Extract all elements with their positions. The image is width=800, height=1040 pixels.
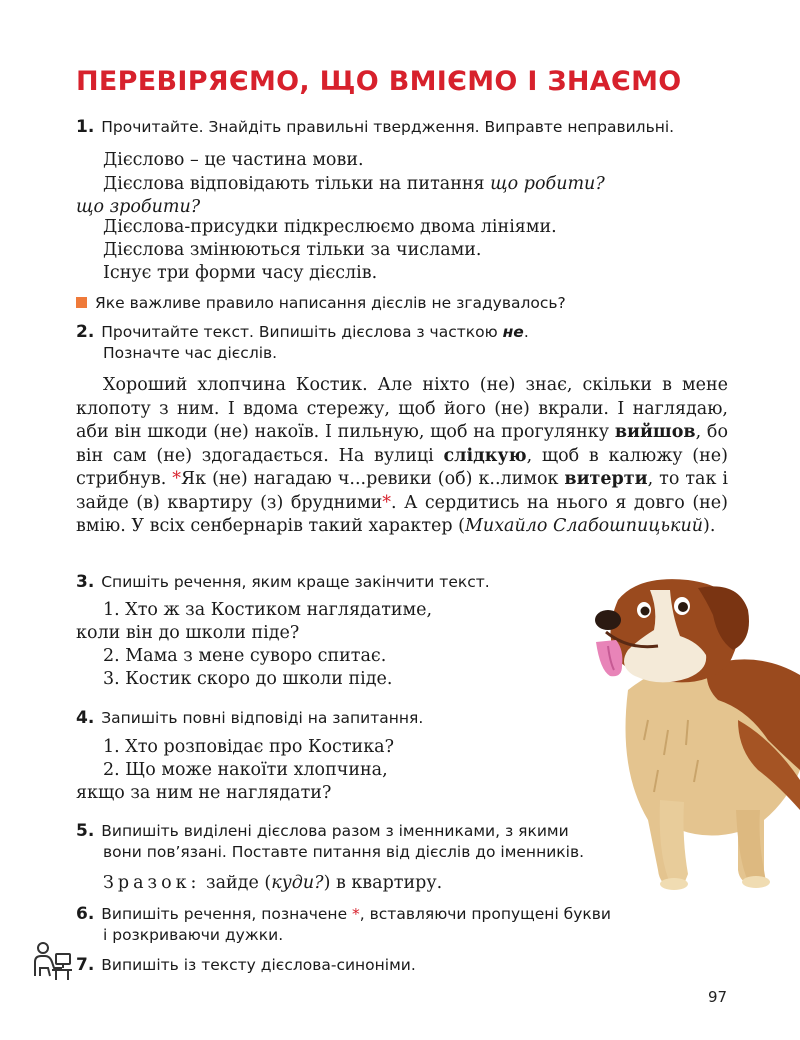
highlighted-verb: витерти bbox=[564, 469, 648, 489]
task-5 bbox=[76, 821, 584, 863]
question: 2. Що може накоїти хлопчина, bbox=[103, 760, 388, 780]
page-number: 97 bbox=[708, 988, 728, 1006]
asterisk-mark: * bbox=[382, 492, 391, 513]
option: коли він до школи піде? bbox=[76, 623, 300, 643]
task-instruction-cont: і розкриваючи дужки. bbox=[103, 926, 284, 944]
task-instruction: Випишіть речення, позначене bbox=[101, 905, 348, 923]
task-instruction: Запишіть повні відповіді на запитання. bbox=[101, 709, 424, 727]
page-title: ПЕРЕВІРЯЄМО, ЩО ВМІЄМО І ЗНАЄМО bbox=[76, 66, 682, 97]
statement: що зробити? bbox=[76, 197, 201, 217]
statement: Існує три форми часу дієслів. bbox=[103, 263, 378, 283]
task-7 bbox=[76, 955, 416, 976]
task-3 bbox=[76, 572, 490, 593]
option: 2. Мама з мене суворо спитає. bbox=[103, 646, 387, 666]
question: 1. Хто розповідає про Костика? bbox=[103, 737, 394, 757]
task-4 bbox=[76, 708, 423, 729]
particle-ne: не bbox=[502, 323, 524, 341]
task-instruction-cont: вони пов’язані. Поставте питання від дієслів до іменників. bbox=[103, 843, 585, 861]
task-2: 2. Прочитайте текст. Випишіть дієслова з часткою не. Позначте час дієслів. bbox=[76, 322, 529, 362]
task-instruction: Випишіть виділені дієслова разом з іменниками, з якими bbox=[101, 822, 569, 840]
highlighted-verb: вийшов bbox=[614, 422, 696, 442]
option: 3. Костик скоро до школи піде. bbox=[103, 669, 393, 689]
task-instruction: Прочитайте текст. Випишіть дієслова з часткою bbox=[101, 323, 498, 341]
task-number: 6. bbox=[76, 904, 95, 924]
statement: Дієслово – це частина мови. bbox=[103, 150, 364, 170]
task-number: 1. bbox=[76, 117, 95, 137]
statement: Дієслова відповідають тільки на питання що робити? bbox=[103, 174, 605, 194]
bullet-question: Яке важливе правило написання дієслів не згадувалось? bbox=[76, 293, 566, 314]
orange-square-bullet-icon bbox=[76, 297, 87, 308]
statement: Дієслова змінюються тільки за числами. bbox=[103, 240, 482, 260]
task-number: 2. bbox=[76, 322, 95, 342]
author-name: Михайло Слабошпицький bbox=[465, 516, 704, 536]
asterisk-mark: * bbox=[352, 905, 360, 923]
task-number: 5. bbox=[76, 821, 95, 841]
task-number: 4. bbox=[76, 708, 95, 728]
task-number: 3. bbox=[76, 572, 95, 592]
statement: Дієслова-присудки підкреслюємо двома лініями. bbox=[103, 217, 557, 237]
example: Зразок: зайде (куди?) в квартиру. bbox=[103, 873, 443, 893]
task-instruction-cont: Позначте час дієслів. bbox=[103, 344, 278, 362]
st-bernard-dog-illustration bbox=[588, 570, 800, 900]
task-6: 6. Випишіть речення, позначене *, вставляючи пропущені букви і розкриваючи дужки. bbox=[76, 904, 611, 944]
task-instruction: Прочитайте. Знайдіть правильні твердження. Виправте неправильні. bbox=[101, 118, 675, 136]
task-instruction: Спишіть речення, яким краще закінчити текст. bbox=[101, 573, 490, 591]
asterisk-mark: * bbox=[172, 469, 182, 489]
story-text: Хороший хлопчина Костик. Але ніхто (не) знає, скільки в мене клопоту з ним. І вдома стережу, щоб його (не) вкрали. І наглядаю, аби він шкоди (не) накоїв. І пильную, щоб на прогулянку вийшов, бо він сам (не) здогадається. На вулиці слідкую, щоб в калюжу (не) стрибнув. *Як (не) нагадаю ч...ревики (об) к..лимок витерти, то так і зайде (в) квартиру (з) брудними*. А сердитись на нього я довго (не) вмію. У всіх сенбернарів такий характер (Михайло Слабошпицький). bbox=[76, 375, 728, 536]
task-number: 7. bbox=[76, 955, 95, 975]
person-at-computer-icon bbox=[30, 940, 74, 984]
example-label: Зразок: bbox=[103, 873, 201, 893]
option: 1. Хто ж за Костиком наглядатиме, bbox=[103, 600, 433, 620]
task-1 bbox=[76, 117, 674, 138]
highlighted-verb: слідкую bbox=[443, 445, 527, 466]
task-instruction: Випишіть із тексту дієслова-синоніми. bbox=[101, 956, 416, 974]
question: якщо за ним не наглядати? bbox=[76, 783, 332, 803]
